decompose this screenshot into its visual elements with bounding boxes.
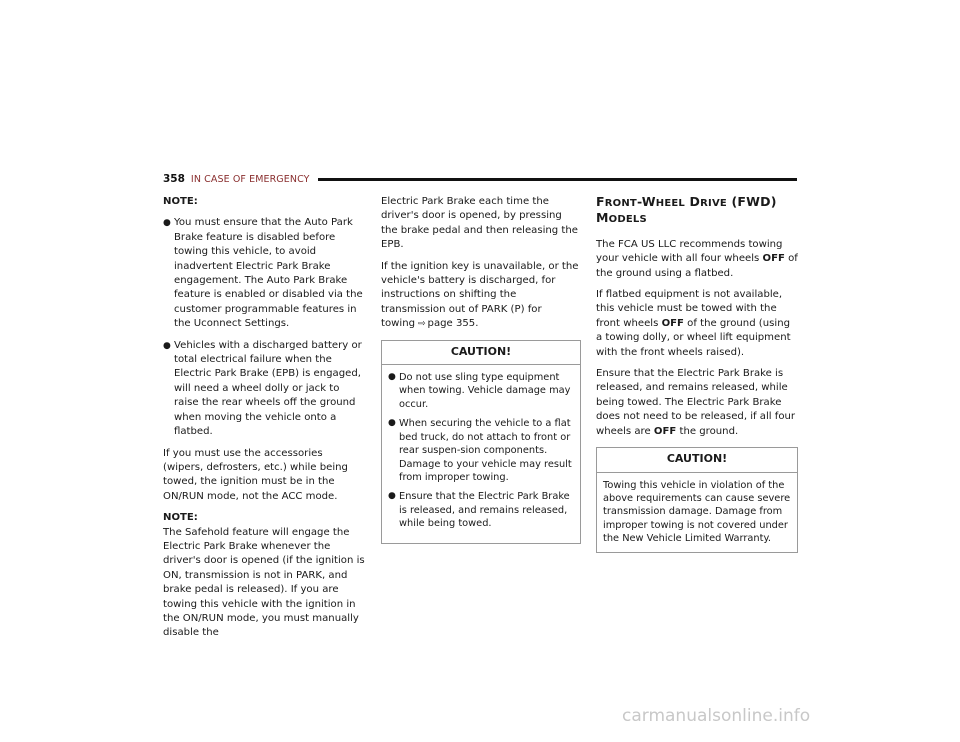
accessories-paragraph: If you must use the accessories (wipers, defrosters, etc.) while being towed, the ignition must be in the ON/RUN mode, not the ACC mode.: [163, 447, 348, 502]
dolly-paragraph: If flatbed equipment is not available, this vehicle must be towed with the front wheels OFF of the ground (using a towing dolly, or wheel lift equipment with the front wheels raised).: [596, 289, 791, 358]
note-label: NOTE:: [163, 512, 198, 524]
section-title: IN CASE OF EMERGENCY: [190, 173, 310, 185]
caution-box: [381, 340, 581, 544]
list-item: ● You must ensure that the Auto Park Brake feature is disabled before towing this vehicle, to avoid inadvertent Electric Park Brake engagement. The Auto Park Brake feature is enabled or disabled via the customer programmable features in the Uconnect Settings.: [163, 217, 363, 330]
list-item: ● Ensure that the Electric Park Brake is released, and remains released, while being towed.: [388, 491, 570, 530]
bullet-icon: ●: [388, 418, 396, 429]
bullet-icon: ●: [163, 340, 171, 351]
page-header: [163, 171, 797, 187]
column-left: [163, 195, 366, 648]
note-bullet-list: [163, 216, 366, 439]
park-brake-paragraph: Ensure that the Electric Park Brake is released, and remains released, while being towed. The Electric Park Brake does not need to be released, if all four wheels are OFF the ground.: [596, 368, 796, 437]
caution-body: Towing this vehicle in violation of the above requirements can cause severe transmission damage. Damage from improper towing is not covered under the New Vehicle Limited Warranty.: [603, 479, 791, 545]
continued-paragraph: Electric Park Brake each time the driver's door is opened, by pressing the brake pedal and then releasing the EPB.: [381, 196, 578, 251]
caution-bullet-list: [388, 371, 574, 530]
column-right: [596, 195, 798, 553]
page-reference-arrow-icon: ⇨: [418, 319, 426, 330]
list-item: ● When securing the vehicle to a flat bed truck, do not attach to front or rear suspen-sion components. Damage to your vehicle may result from improper towing.: [388, 418, 572, 483]
page-number: 358: [163, 173, 185, 185]
caution-title: CAUTION!: [382, 341, 580, 365]
caution-box: [596, 447, 798, 552]
flatbed-paragraph: The FCA US LLC recommends towing your vehicle with all four wheels OFF of the ground using a flatbed.: [596, 238, 798, 279]
header-rule: [318, 178, 797, 181]
column-middle: [381, 195, 581, 544]
note-label: NOTE:: [163, 196, 198, 207]
watermark: carmanualsonline.info: [622, 706, 811, 726]
caution-title: CAUTION!: [597, 448, 797, 472]
list-item: ● Vehicles with a discharged battery or total electrical failure when the Electric Park Brake (EPB) is engaged, will need a wheel dolly or jack to raise the rear wheels off the ground when moving the vehicle onto a flatbed.: [163, 339, 362, 438]
page-reference-link[interactable]: page 355.: [427, 318, 479, 330]
ignition-key-paragraph: If the ignition key is unavailable, or the vehicle's battery is discharged, for instructions on shifting the transmission out of PARK (P) for towing ⇨ page 355.: [381, 260, 579, 330]
bullet-icon: ●: [388, 491, 396, 502]
safehold-note-paragraph: The Safehold feature will engage the Electric Park Brake whenever the driver's door is opened (if the ignition is ON, transmission is not in PARK, and brake pedal is released). If you are towing this vehicle with the ignition in the ON/RUN mode, you must manually disable the: [163, 526, 365, 639]
section-heading: FRONT-WHEEL DRIVE (FWD) MODELS: [596, 194, 777, 226]
bullet-icon: ●: [388, 372, 396, 383]
caution-body: [382, 365, 580, 542]
bullet-icon: ●: [163, 218, 171, 229]
list-item: ● Do not use sling type equipment when towing. Vehicle damage may occur.: [388, 372, 571, 410]
